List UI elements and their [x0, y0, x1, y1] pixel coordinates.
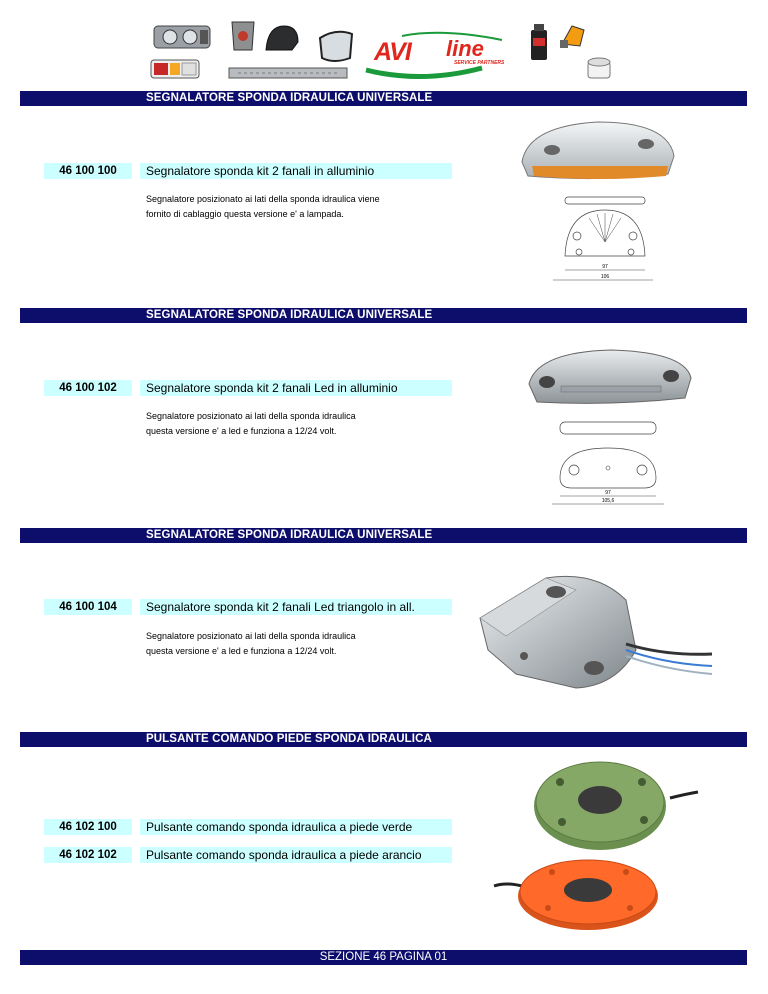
dimension-label: 105,6	[601, 498, 615, 504]
description-line: Segnalatore posizionato ai lati della sponda idraulica	[146, 631, 356, 641]
step-bar-image	[228, 66, 348, 80]
technical-drawing-2	[548, 418, 668, 506]
company-logo	[362, 30, 512, 78]
product-description-1	[146, 192, 446, 222]
section-heading-3: SEGNALATORE SPONDA IDRAULICA UNIVERSALE	[20, 528, 747, 543]
product-title-46100104: Segnalatore sponda kit 2 fanali Led triangolo in all.	[140, 599, 452, 615]
product-title-46100102: Segnalatore sponda kit 2 fanali Led in alluminio	[140, 380, 452, 396]
orange-foot-switch-image	[492, 856, 692, 936]
description-line: questa versione e' a led e funziona a 12/24 volt.	[146, 426, 337, 436]
logo-avi-text: AVI	[374, 38, 411, 66]
section-heading-2: SEGNALATORE SPONDA IDRAULICA UNIVERSALE	[20, 308, 747, 323]
description-line: questa versione e' a led e funziona a 12/24 volt.	[146, 646, 337, 656]
dimension-label: 97	[605, 490, 611, 496]
tail-lamp-image	[150, 58, 200, 80]
product-code-46100102: 46 100 102	[44, 380, 132, 396]
product-description-2	[146, 409, 446, 439]
product-code-46100100: 46 100 100	[44, 163, 132, 179]
logo-tagline: SERVICE PARTNERS	[454, 60, 505, 66]
mudguard-image	[262, 22, 302, 54]
description-line: fornito di cablaggio questa versione e' a lampada.	[146, 209, 344, 219]
headlamp-image	[152, 22, 212, 52]
technical-drawing-1	[545, 194, 655, 286]
product-title-46100100: Segnalatore sponda kit 2 fanali in alluminio	[140, 163, 452, 179]
beacon-image	[584, 54, 614, 82]
description-line: Segnalatore posizionato ai lati della sponda idraulica	[146, 411, 356, 421]
product-title-46102100: Pulsante comando sponda idraulica a piede verde	[140, 819, 452, 835]
green-foot-switch-image	[520, 758, 700, 858]
header-banner	[150, 14, 620, 84]
marker-lamp-image	[518, 116, 678, 186]
mirror-image	[316, 28, 356, 64]
product-title-46102102: Pulsante comando sponda idraulica a piede arancio	[140, 847, 452, 863]
dimension-label: 106	[600, 274, 610, 280]
section-heading-1: SEGNALATORE SPONDA IDRAULICA UNIVERSALE	[20, 91, 747, 106]
product-description-3	[146, 629, 446, 659]
product-code-46102100: 46 102 100	[44, 819, 132, 835]
led-marker-lamp-image	[525, 344, 695, 410]
bracket-image	[228, 18, 258, 54]
side-marker-image	[558, 20, 588, 50]
description-line: Segnalatore posizionato ai lati della sponda idraulica viene	[146, 194, 380, 204]
logo-line-text: line	[446, 36, 484, 61]
triangle-led-lamp-image	[476, 570, 716, 700]
spray-can-image	[528, 22, 550, 62]
dimension-label: 97	[602, 264, 608, 270]
product-code-46100104: 46 100 104	[44, 599, 132, 615]
product-code-46102102: 46 102 102	[44, 847, 132, 863]
section-heading-4: PULSANTE COMANDO PIEDE SPONDA IDRAULICA	[20, 732, 747, 747]
page-footer: SEZIONE 46 PAGINA 01	[20, 950, 747, 965]
